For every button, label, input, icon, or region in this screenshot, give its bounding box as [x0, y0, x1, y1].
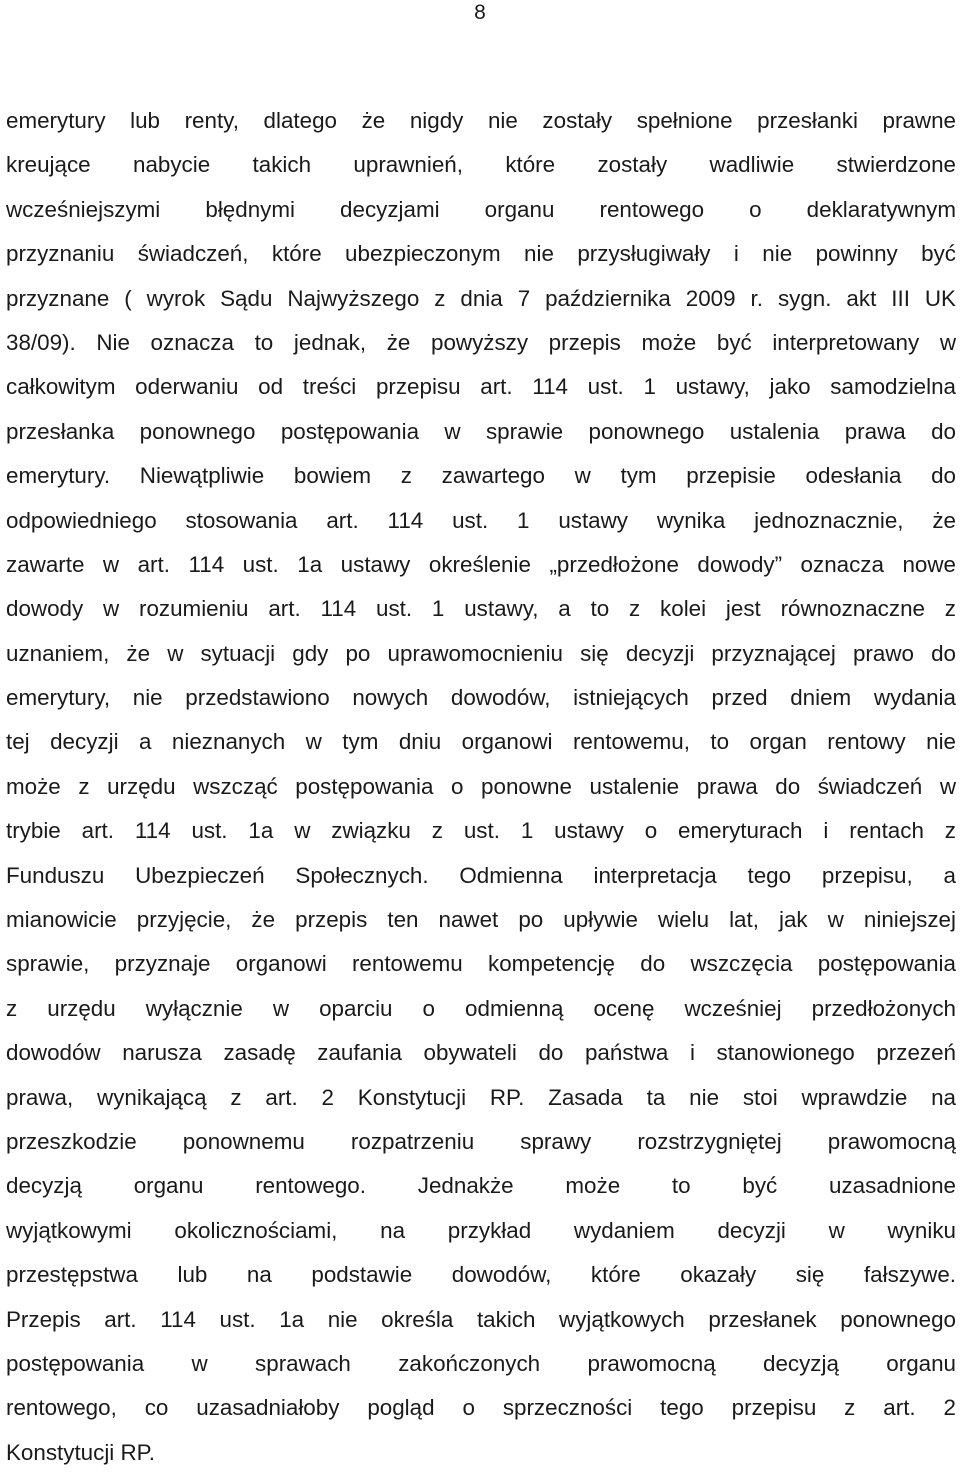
text-line: Przepis art. 114 ust. 1a nie określa takich wyjątkowych przesłanek ponownego [6, 1306, 956, 1332]
text-line: odpowiedniego stosowania art. 114 ust. 1 ustawy wynika jednoznacznie, że [6, 507, 956, 533]
text-line: uznaniem, że w sytuacji gdy po uprawomocnieniu się decyzji przyznającej prawo do [6, 640, 956, 666]
text-line: przestępstwa lub na podstawie dowodów, które okazały się fałszywe. [6, 1262, 956, 1288]
text-line: wcześniejszymi błędnymi decyzjami organu rentowego o deklaratywnym [6, 196, 956, 222]
text-line: przesłanka ponownego postępowania w sprawie ponownego ustalenia prawa do [6, 418, 956, 444]
text-line: sprawie, przyznaje organowi rentowemu kompetencję do wszczęcia postępowania [6, 951, 956, 977]
text-line: może z urzędu wszcząć postępowania o ponowne ustalenie prawa do świadczeń w [6, 773, 956, 799]
text-line: Konstytucji RP. [6, 1439, 155, 1465]
text-line: całkowitym oderwaniu od treści przepisu art. 114 ust. 1 ustawy, jako samodzielna [6, 374, 956, 400]
text-line: wyjątkowymi okolicznościami, na przykład wydaniem decyzji w wyniku [6, 1217, 956, 1243]
text-line: decyzją organu rentowego. Jednakże może to być uzasadnione [6, 1173, 956, 1199]
text-line: postępowania w sprawach zakończonych prawomocną decyzją organu [6, 1350, 956, 1376]
document-body [6, 99, 956, 1475]
text-line: tej decyzji a nieznanych w tym dniu organowi rentowemu, to organ rentowy nie [6, 729, 956, 755]
text-line: prawa, wynikającą z art. 2 Konstytucji RP. Zasada ta nie stoi wprawdzie na [6, 1084, 956, 1110]
text-line: dowody w rozumieniu art. 114 ust. 1 ustawy, a to z kolei jest równoznaczne z [6, 596, 956, 622]
text-line: Funduszu Ubezpieczeń Społecznych. Odmienna interpretacja tego przepisu, a [6, 862, 956, 888]
text-line: emerytury lub renty, dlatego że nigdy nie zostały spełnione przesłanki prawne [6, 108, 956, 133]
text-line: mianowicie przyjęcie, że przepis ten nawet po upływie wielu lat, jak w niniejszej [6, 907, 956, 933]
text-line: emerytury. Niewątpliwie bowiem z zawartego w tym przepisie odesłania do [6, 463, 956, 489]
text-line: zawarte w art. 114 ust. 1a ustawy określenie „przedłożone dowody” oznacza nowe [6, 551, 956, 577]
text-line: trybie art. 114 ust. 1a w związku z ust. 1 ustawy o emeryturach i rentach z [6, 818, 956, 844]
text-line: kreujące nabycie takich uprawnień, które zostały wadliwie stwierdzone [6, 152, 956, 178]
text-line: dowodów narusza zasadę zaufania obywateli do państwa i stanowionego przezeń [6, 1040, 956, 1066]
text-line: przyznane ( wyrok Sądu Najwyższego z dnia 7 października 2009 r. sygn. akt III UK [6, 285, 956, 311]
text-line: przyznaniu świadczeń, które ubezpieczonym nie przysługiwały i nie powinny być [6, 241, 956, 267]
text-line: 38/09). Nie oznacza to jednak, że powyższy przepis może być interpretowany w [6, 329, 956, 355]
page-number: 8 [474, 1, 486, 24]
text-line: emerytury, nie przedstawiono nowych dowodów, istniejących przed dniem wydania [6, 685, 956, 711]
text-line: z urzędu wyłącznie w oparciu o odmienną ocenę wcześniej przedłożonych [6, 995, 956, 1021]
text-line: rentowego, co uzasadniałoby pogląd o sprzeczności tego przepisu z art. 2 [6, 1395, 956, 1421]
text-line: przeszkodzie ponownemu rozpatrzeniu sprawy rozstrzygniętej prawomocną [6, 1128, 956, 1154]
